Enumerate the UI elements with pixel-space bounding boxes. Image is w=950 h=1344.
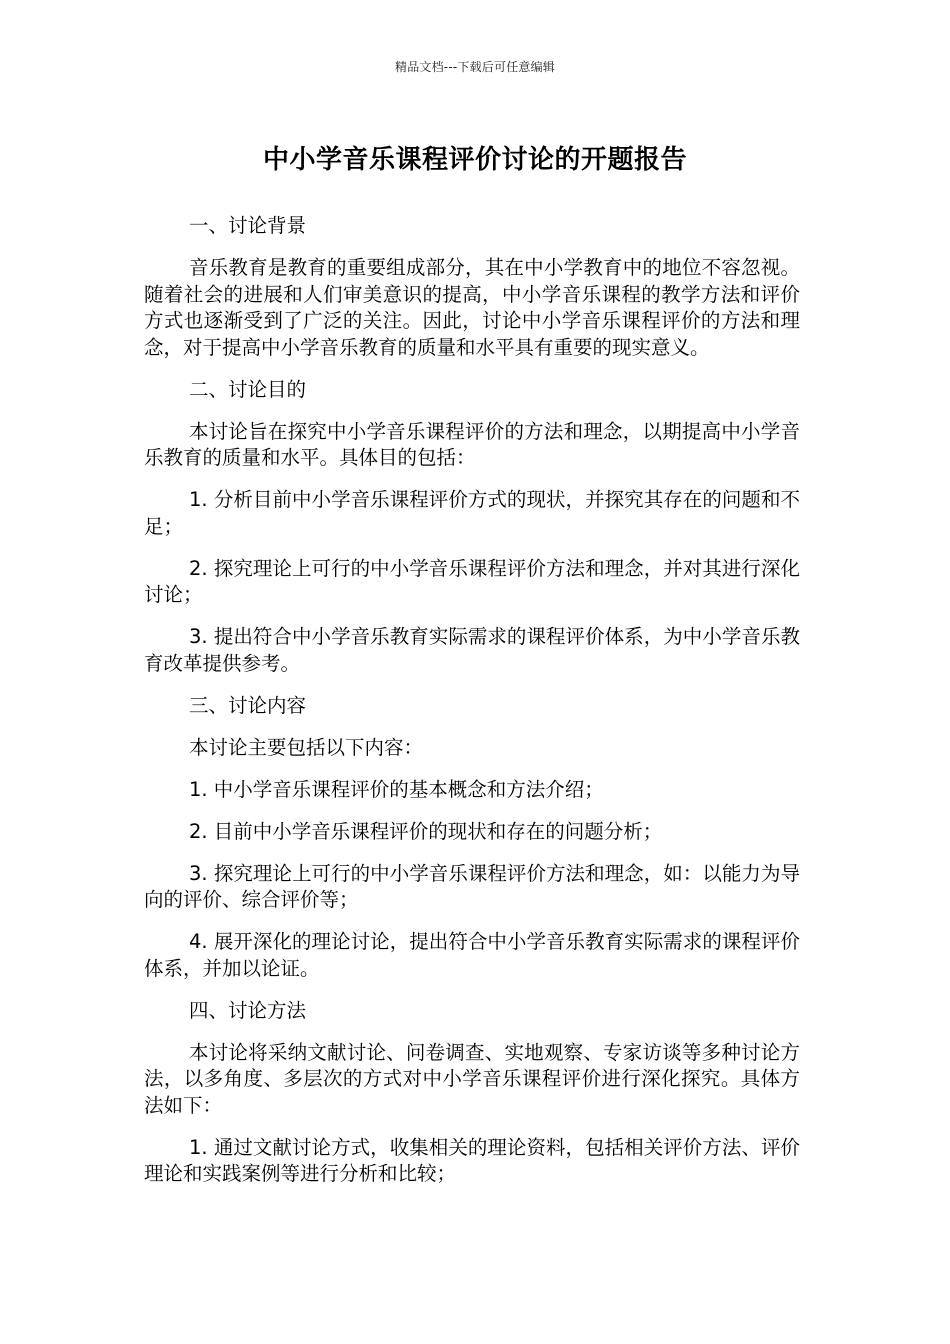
header-note: 精品文档---下载后可任意编辑	[395, 60, 555, 74]
list-item-purpose-2: 2. 探究理论上可行的中小学音乐课程评价方法和理念，并对其进行深化讨论；	[144, 556, 800, 606]
list-item-content-4: 4. 展开深化的理论讨论，提出符合中小学音乐教育实际需求的课程评价体系，并加以论证。	[144, 930, 800, 980]
section-heading-purpose: 二、讨论目的	[189, 377, 307, 401]
list-item-purpose-1: 1. 分析目前中小学音乐课程评价方式的现状，并探究其存在的问题和不足；	[144, 488, 800, 538]
paragraph-method: 本讨论将采纳文献讨论、问卷调查、实地观察、专家访谈等多种讨论方法，以多角度、多层次的方式对中小学音乐课程评价进行深化探究。具体方法如下：	[144, 1040, 800, 1117]
paragraph-background: 音乐教育是教育的重要组成部分，其在中小学教育中的地位不容忽视。随着社会的进展和人们审美意识的提高，中小学音乐课程的教学方法和评价方式也逐渐受到了广泛的关注。因此，讨论中小学音乐课程评价的方法和理念，对于提高中小学音乐教育的质量和水平具有重要的现实意义。	[144, 256, 800, 359]
document-body	[144, 213, 800, 1203]
list-item-content-3: 3. 探究理论上可行的中小学音乐课程评价方法和理念，如：以能力为导向的评价、综合评价等；	[144, 861, 800, 911]
section-heading-method: 四、讨论方法	[189, 998, 307, 1022]
list-item-method-1: 1. 通过文献讨论方式，收集相关的理论资料，包括相关评价方法、评价理论和实践案例等进行分析和比较；	[144, 1135, 800, 1185]
document-title: 中小学音乐课程评价讨论的开题报告	[262, 145, 687, 175]
paragraph-purpose: 本讨论旨在探究中小学音乐课程评价的方法和理念，以期提高中小学音乐教育的质量和水平。具体目的包括：	[144, 419, 800, 469]
section-heading-content: 三、讨论内容	[189, 693, 307, 717]
list-item-content-1: 1. 中小学音乐课程评价的基本概念和方法介绍；	[189, 777, 604, 801]
paragraph-content: 本讨论主要包括以下内容：	[189, 735, 424, 759]
list-item-purpose-3: 3. 提出符合中小学音乐教育实际需求的课程评价体系，为中小学音乐教育改革提供参考。	[144, 625, 800, 675]
section-heading-background: 一、讨论背景	[189, 214, 307, 237]
list-item-content-2: 2. 目前中小学音乐课程评价的现状和存在的问题分析；	[189, 819, 663, 843]
